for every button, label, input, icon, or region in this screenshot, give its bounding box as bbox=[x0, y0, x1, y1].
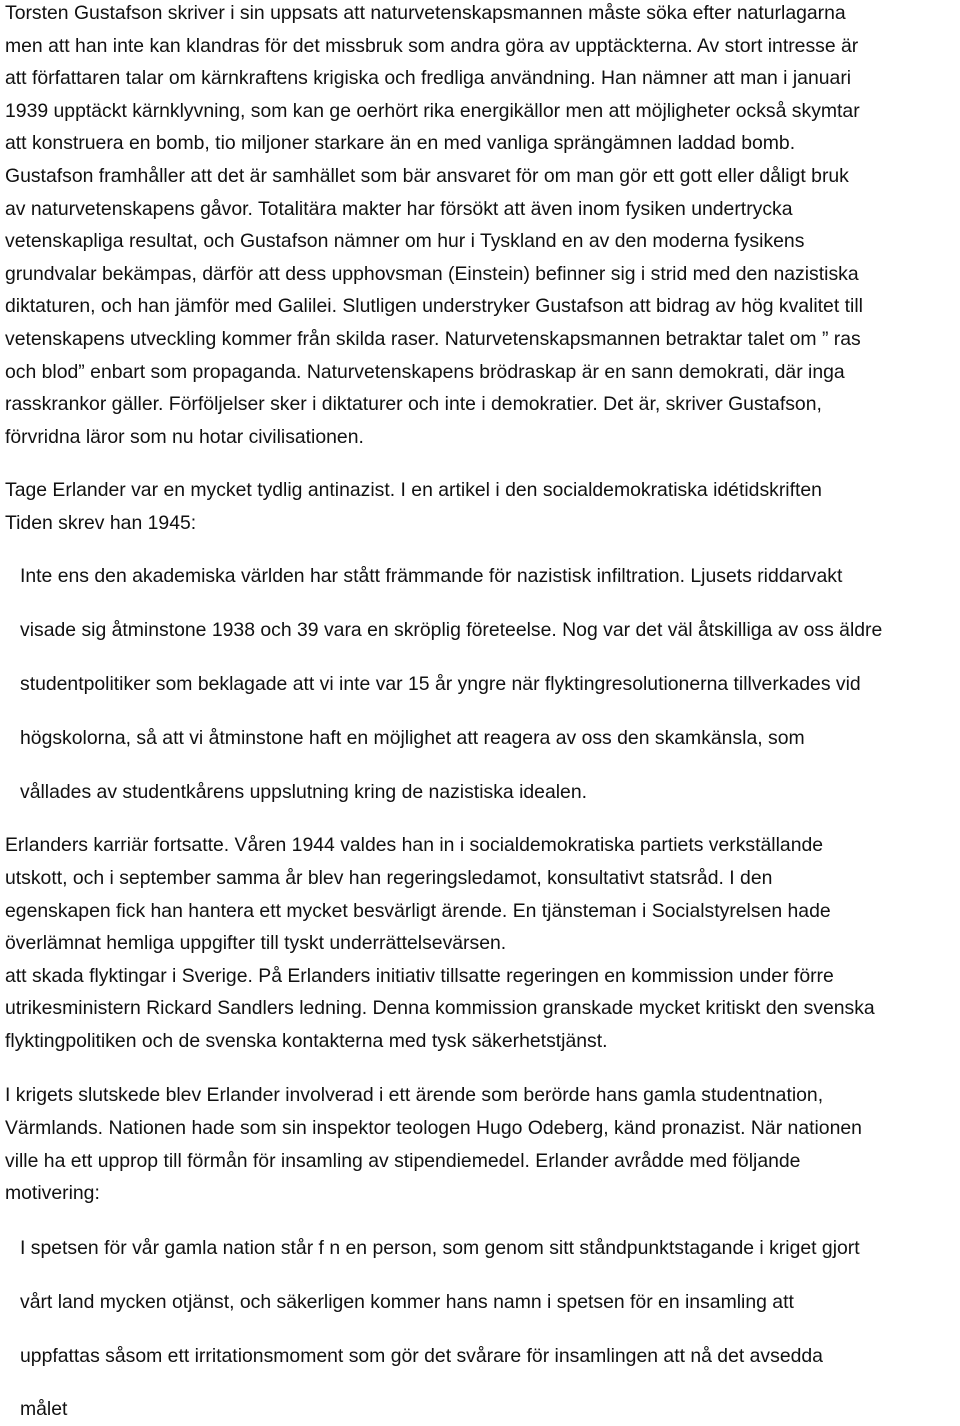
text-line: Tage Erlander var en mycket tydlig antinazist. I en artikel i den socialdemokratiska idétidskriften bbox=[5, 479, 822, 501]
text-line: flyktingpolitiken och de svenska kontakterna med tysk säkerhetstjänst. bbox=[5, 1030, 608, 1052]
text-line: utrikesministern Rickard Sandlers ledning. Denna kommission granskade mycket kritiskt den svenska bbox=[5, 997, 875, 1019]
text-line: överlämnat hemliga uppgifter till tyskt underrättelsevärsen. bbox=[5, 932, 507, 954]
text-line: förvridna läror som nu hotar civilisationen. bbox=[5, 426, 364, 448]
text-line: grundvalar bekämpas, därför att dess upphovsman (Einstein) befinner sig i strid med den nazistiska bbox=[5, 263, 859, 285]
text-line: egenskapen fick han hantera ett mycket besvärligt ärende. En tjänsteman i Socialstyrelsen hade bbox=[5, 900, 831, 922]
text-line: att konstruera en bomb, tio miljoner starkare än en med vanliga sprängämnen laddad bomb. bbox=[5, 132, 796, 154]
text-line: Tiden skrev han 1945: bbox=[5, 512, 197, 534]
text-line: att författaren talar om kärnkraftens krigiska och fredliga användning. Han nämner att man i januari bbox=[5, 67, 852, 89]
text-line: 1939 upptäckt kärnklyvning, som kan ge oerhört rika energikällor men att möjligheter också skymtar bbox=[5, 100, 860, 122]
quote-line: studentpolitiker som beklagade att vi inte var 15 år yngre när flyktingresolutionerna tillverkades vid bbox=[20, 673, 861, 695]
text-line: att skada flyktingar i Sverige. På Erlanders initiativ tillsatte regeringen en kommission under förre bbox=[5, 965, 834, 987]
text-line: Erlanders karriär fortsatte. Våren 1944 valdes han in i socialdemokratiska partiets verkställande bbox=[5, 834, 824, 856]
quote-line: vårt land mycken otjänst, och säkerligen kommer hans namn i spetsen för en insamling att bbox=[20, 1291, 794, 1313]
text-line: utskott, och i september samma år blev han regeringsledamot, konsultativt statsråd. I den bbox=[5, 867, 773, 889]
text-line: ville ha ett upprop till förmån för insamling av stipendiemedel. Erlander avrådde med följande bbox=[5, 1150, 801, 1172]
quote-line: målet bbox=[20, 1398, 68, 1420]
text-line: vetenskapens utveckling kommer från skilda raser. Naturvetenskapsmannen betraktar talet om ” ras bbox=[5, 328, 861, 350]
text-line: av naturvetenskapens gåvor. Totalitära makter har försökt att även inom fysiken undertrycka bbox=[5, 198, 793, 220]
quote-line: högskolorna, så att vi åtminstone haft en möjlighet att reagera av oss den skamkänsla, som bbox=[20, 727, 805, 749]
quote-line: visade sig åtminstone 1938 och 39 vara en skröplig företeelse. Nog var det väl åtskilliga av oss äldre bbox=[20, 619, 883, 641]
text-line: Gustafson framhåller att det är samhället som bär ansvaret för om man gör ett gott eller dåligt bruk bbox=[5, 165, 849, 187]
text-line: motivering: bbox=[5, 1182, 100, 1204]
quote-line: vållades av studentkårens uppslutning kring de nazistiska idealen. bbox=[20, 781, 587, 803]
text-line: I krigets slutskede blev Erlander involverad i ett ärende som berörde hans gamla studentnation, bbox=[5, 1084, 824, 1106]
text-line: Värmlands. Nationen hade som sin inspektor teologen Hugo Odeberg, känd pronazist. När nationen bbox=[5, 1117, 862, 1139]
quote-line: I spetsen för vår gamla nation står f n en person, som genom sitt ståndpunktstagande i kriget gjort bbox=[20, 1237, 860, 1259]
text-line: diktaturen, och han jämför med Galilei. Slutligen understryker Gustafson att bidrag av hög kvalitet till bbox=[5, 295, 863, 317]
text-line: men att han inte kan klandras för det missbruk som andra göra av upptäckterna. Av stort intresse är bbox=[5, 35, 859, 57]
text-line: rasskrankor gäller. Förföljelser sker i diktaturer och inte i demokratier. Det är, skriver Gustafson, bbox=[5, 393, 822, 415]
quote-line: Inte ens den akademiska världen har stått främmande för nazistisk infiltration. Ljusets riddarvakt bbox=[20, 565, 843, 587]
text-line: Torsten Gustafson skriver i sin uppsats att naturvetenskapsmannen måste söka efter naturlagarna bbox=[5, 2, 846, 24]
quote-line: uppfattas såsom ett irritationsmoment som gör det svårare för insamlingen att nå det avsedda bbox=[20, 1345, 823, 1367]
text-line: och blod” enbart som propaganda. Naturvetenskapens brödraskap är en sann demokrati, där inga bbox=[5, 361, 845, 383]
text-line: vetenskapliga resultat, och Gustafson nämner om hur i Tyskland en av den moderna fysikens bbox=[5, 230, 805, 252]
